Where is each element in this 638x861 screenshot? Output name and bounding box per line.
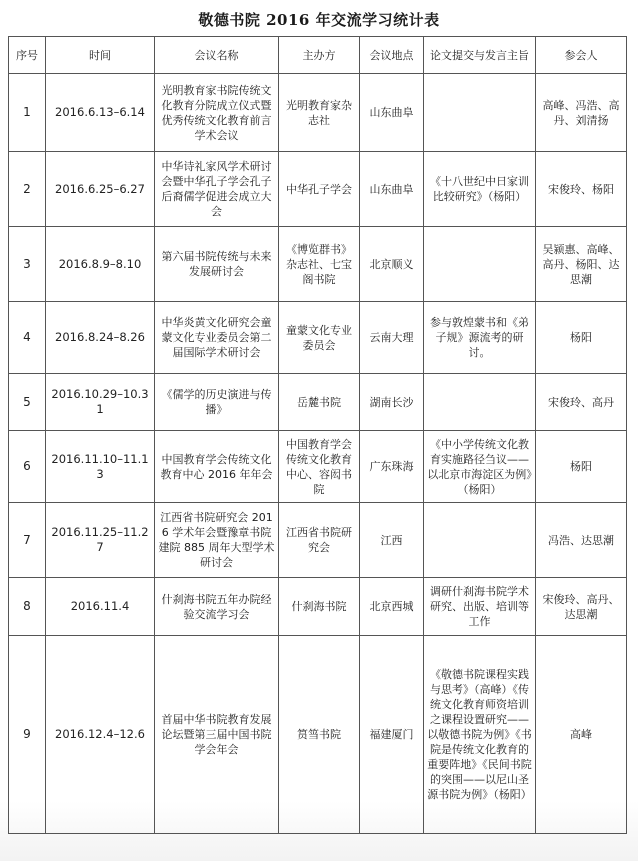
header-paper: 论文提交与发言主旨 [424,37,536,74]
cell-location: 福建厦门 [360,636,424,834]
header-time: 时间 [46,37,155,74]
cell-no: 6 [9,431,46,503]
cell-meeting: 什刹海书院五年办院经验交流学习会 [155,578,279,636]
cell-host: 什刹海书院 [279,578,360,636]
cell-paper [424,74,536,152]
cell-location: 广东珠海 [360,431,424,503]
cell-meeting: 中华炎黄文化研究会童蒙文化专业委员会第二届国际学术研讨会 [155,302,279,374]
table-row [9,74,627,152]
cell-no: 7 [9,503,46,578]
cell-time: 2016.6.13–6.14 [46,74,155,152]
cell-meeting: 中华诗礼家风学术研讨会暨中华孔子学会孔子后裔儒学促进会成立大会 [155,152,279,227]
cell-location: 湖南长沙 [360,374,424,431]
cell-attendees: 宋俊玲、高丹、达思潮 [536,578,627,636]
cell-host: 岳麓书院 [279,374,360,431]
cell-time: 2016.8.24–8.26 [46,302,155,374]
cell-paper [424,227,536,302]
cell-meeting: 《儒学的历史演进与传播》 [155,374,279,431]
cell-paper: 《中小学传统文化教育实施路径刍议——以北京市海淀区为例》（杨阳） [424,431,536,503]
cell-time: 2016.11.25–11.27 [46,503,155,578]
table-row [9,503,627,578]
table-title: 敬德书院 2016 年交流学习统计表 [198,11,440,29]
cell-location: 江西 [360,503,424,578]
table-header-row [9,37,627,74]
cell-attendees: 高峰 [536,636,627,834]
cell-location: 北京西城 [360,578,424,636]
cell-attendees: 杨阳 [536,302,627,374]
cell-no: 5 [9,374,46,431]
cell-meeting: 光明教育家书院传统文化教育分院成立仪式暨优秀传统文化教育前言学术会议 [155,74,279,152]
cell-paper: 《敬德书院课程实践与思考》（高峰）《传统文化教育师资培训之课程设置研究——以敬德书院为例》《书院是传统文化教育的重要阵地》《民间书院的突围——以尼山圣源书院为例》（杨阳） [424,636,536,834]
cell-host: 筼筜书院 [279,636,360,834]
cell-time: 2016.12.4–12.6 [46,636,155,834]
cell-host: 中国教育学会传统文化教育中心、容闳书院 [279,431,360,503]
cell-no: 2 [9,152,46,227]
cell-paper: 参与敦煌蒙书和《弟子规》源流考的研讨。 [424,302,536,374]
cell-time: 2016.11.10–11.13 [46,431,155,503]
cell-host: 童蒙文化专业委员会 [279,302,360,374]
cell-no: 8 [9,578,46,636]
cell-paper [424,503,536,578]
table-row [9,578,627,636]
header-no: 序号 [9,37,46,74]
cell-time: 2016.6.25–6.27 [46,152,155,227]
cell-attendees: 高峰、冯浩、高丹、刘清扬 [536,74,627,152]
table-row [9,152,627,227]
cell-no: 1 [9,74,46,152]
cell-host: 中华孔子学会 [279,152,360,227]
table-row [9,227,627,302]
cell-meeting: 首届中华书院教育发展论坛暨第三届中国书院学会年会 [155,636,279,834]
cell-attendees: 宋俊玲、高丹 [536,374,627,431]
cell-no: 3 [9,227,46,302]
cell-attendees: 宋俊玲、杨阳 [536,152,627,227]
cell-paper: 《十八世纪中日家训比较研究》（杨阳） [424,152,536,227]
cell-location: 山东曲阜 [360,74,424,152]
cell-attendees: 杨阳 [536,431,627,503]
cell-host: 光明教育家杂志社 [279,74,360,152]
cell-no: 4 [9,302,46,374]
table-row [9,431,627,503]
cell-time: 2016.10.29–10.31 [46,374,155,431]
cell-attendees: 吴颍惠、高峰、高丹、杨阳、达思潮 [536,227,627,302]
cell-location: 山东曲阜 [360,152,424,227]
cell-time: 2016.8.9–8.10 [46,227,155,302]
header-attendees: 参会人 [536,37,627,74]
statistics-table [8,36,627,834]
header-location: 会议地点 [360,37,424,74]
cell-location: 云南大理 [360,302,424,374]
cell-meeting: 第六届书院传统与未来发展研讨会 [155,227,279,302]
cell-meeting: 中国教育学会传统文化教育中心 2016 年年会 [155,431,279,503]
cell-host: 江西省书院研究会 [279,503,360,578]
cell-meeting: 江西省书院研究会 2016 学术年会暨豫章书院建院 885 周年大型学术研讨会 [155,503,279,578]
cell-attendees: 冯浩、达思潮 [536,503,627,578]
cell-no: 9 [9,636,46,834]
cell-paper: 调研什刹海书院学术研究、出版、培训等工作 [424,578,536,636]
table-row [9,302,627,374]
table-row [9,636,627,834]
header-meeting: 会议名称 [155,37,279,74]
cell-time: 2016.11.4 [46,578,155,636]
cell-paper [424,374,536,431]
table-row [9,374,627,431]
cell-location: 北京顺义 [360,227,424,302]
cell-host: 《博览群书》杂志社、七宝阁书院 [279,227,360,302]
header-host: 主办方 [279,37,360,74]
